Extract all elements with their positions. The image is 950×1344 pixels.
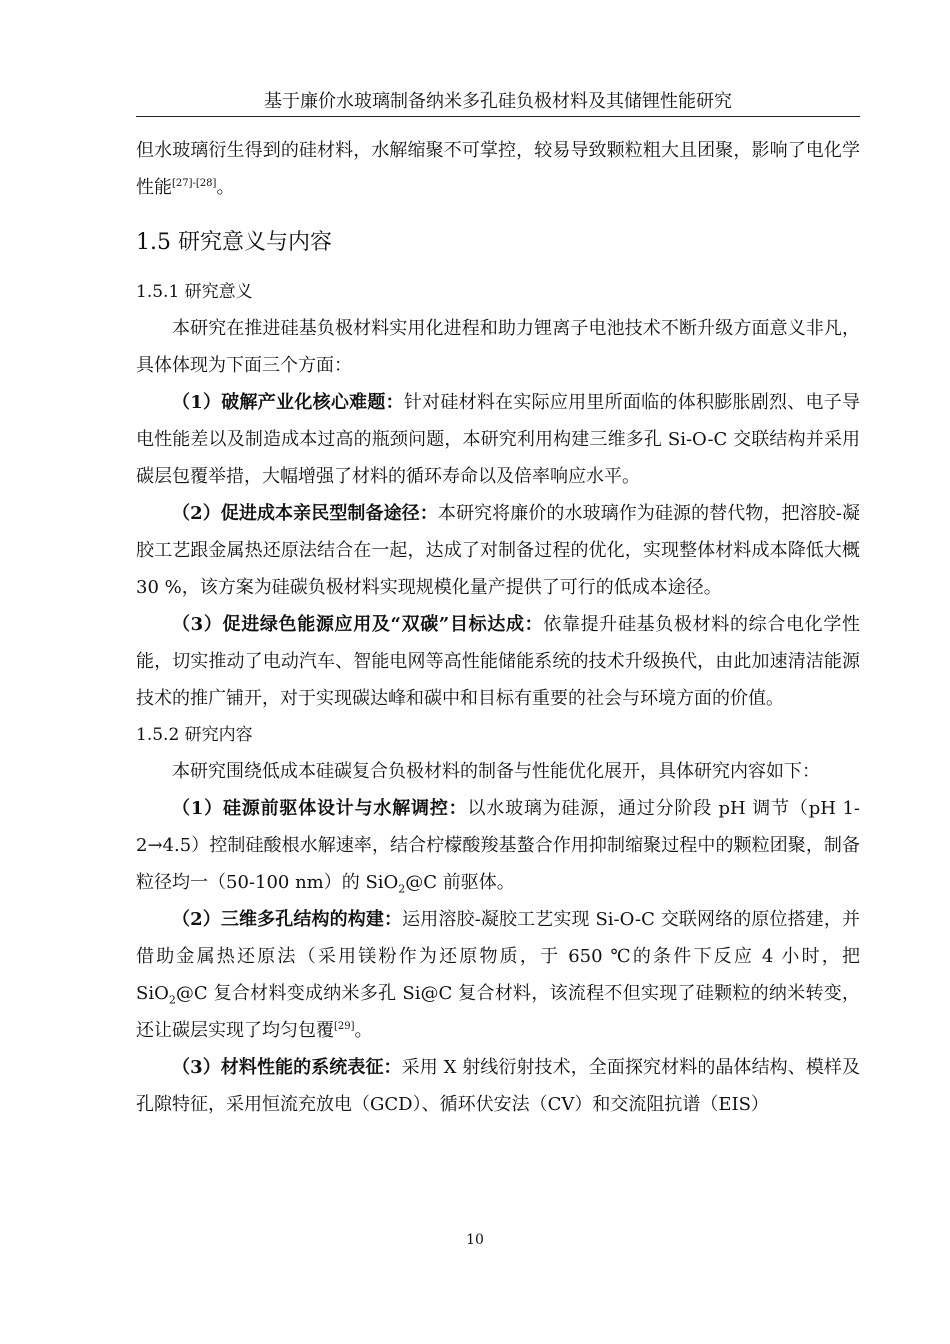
significance-item-1 [136,384,860,495]
item-label: （3）材料性能的系统表征： [172,1057,402,1078]
item-text: 依靠提升硅基负极材料的综合电化学性能，切实推动了电动汽车、智能电网等高性能储能系统的技术升级换代，由此加速清洁能源技术的推广铺开，对于实现碳达峰和碳中和目标有重要的社会与环境方面的价值。 [136,614,861,709]
page-number: 10 [466,1232,484,1248]
significance-item-2 [136,495,860,606]
content-item-1 [136,790,860,901]
subsection-heading-1-5-2: 1.5.2 研究内容 [136,725,253,745]
significance-intro: 本研究在推进硅基负极材料实用化进程和助力锂离子电池技术不断升级方面意义非凡，具体体现为下面三个方面： [136,318,860,376]
content-item-2 [136,901,860,1049]
significance-item-3 [136,606,860,717]
item-text: 运用溶胶-凝胶工艺实现 Si-O-C 交联网络的原位搭建，并借助金属热还原法（采用镁粉作为还原物质，于 650 ℃的条件下反应 4 小时，把 SiO [136,909,860,1004]
running-header: 基于廉价水玻璃制备纳米多孔硅负极材料及其储锂性能研究 [136,88,860,117]
subscript: 2 [398,882,406,896]
section-heading-1-5: 1.5 研究意义与内容 [136,230,332,255]
citation: [29] [334,1021,355,1032]
item-label: （2）三维多孔结构的构建： [172,909,403,930]
page-body [136,132,860,1123]
content-intro: 本研究围绕低成本硅碳复合负极材料的制备与性能优化展开，具体研究内容如下： [172,761,820,782]
content-item-3 [136,1049,860,1123]
intro-text: 但水玻璃衍生得到的硅材料，水解缩聚不可掌控，较易导致颗粒粗大且团聚，影响了电化学性能 [136,140,860,198]
item-end: 。 [354,1020,373,1041]
item-label: （1）硅源前驱体设计与水解调控： [172,798,468,819]
item-label: （1）破解产业化核心难题： [172,392,404,413]
item-text: 采用 X 射线衍射技术，全面探究材料的晶体结构、模样及孔隙特征，采用恒流充放电（GCD）、循环伏安法（CV）和交流阻抗谱（EIS） [136,1057,860,1115]
subscript: 2 [168,993,176,1007]
citation: [27]-[28] [172,178,217,189]
intro-end: 。 [216,177,235,198]
item-text-cont: @C 复合材料变成纳米多孔 Si@C 复合材料，该流程不但实现了硅颗粒的纳米转变，还让碳层实现了均匀包覆 [136,983,860,1041]
item-text: 以水玻璃为硅源，通过分阶段 pH 调节（pH 1-2→4.5）控制硅酸根水解速率，结合柠檬酸羧基螯合作用抑制缩聚过程中的颗粒团聚，制备粒径均一（50-100 nm）的 SiO [136,798,860,893]
intro-paragraph [136,132,860,206]
subsection-heading-1-5-1: 1.5.1 研究意义 [136,282,253,302]
item-text-cont: @C 前驱体。 [405,872,515,893]
item-label: （3）促进绿色能源应用及“双碳”目标达成： [172,614,544,635]
item-text: 本研究将廉价的水玻璃作为硅源的替代物，把溶胶-凝胶工艺跟金属热还原法结合在一起，达成了对制备过程的优化，实现整体材料成本降低大概 30 %，该方案为硅碳负极材料实现规模化量产提供了可行的低成本途径。 [136,503,860,598]
item-label: （2）促进成本亲民型制备途径： [172,503,438,524]
item-text: 针对硅材料在实际应用里所面临的体积膨胀剧烈、电子导电性能差以及制造成本过高的瓶颈问题，本研究利用构建三维多孔 Si-O-C 交联结构并采用碳层包覆举措，大幅增强了材料的循环寿命以及倍率响应水平。 [136,392,860,487]
